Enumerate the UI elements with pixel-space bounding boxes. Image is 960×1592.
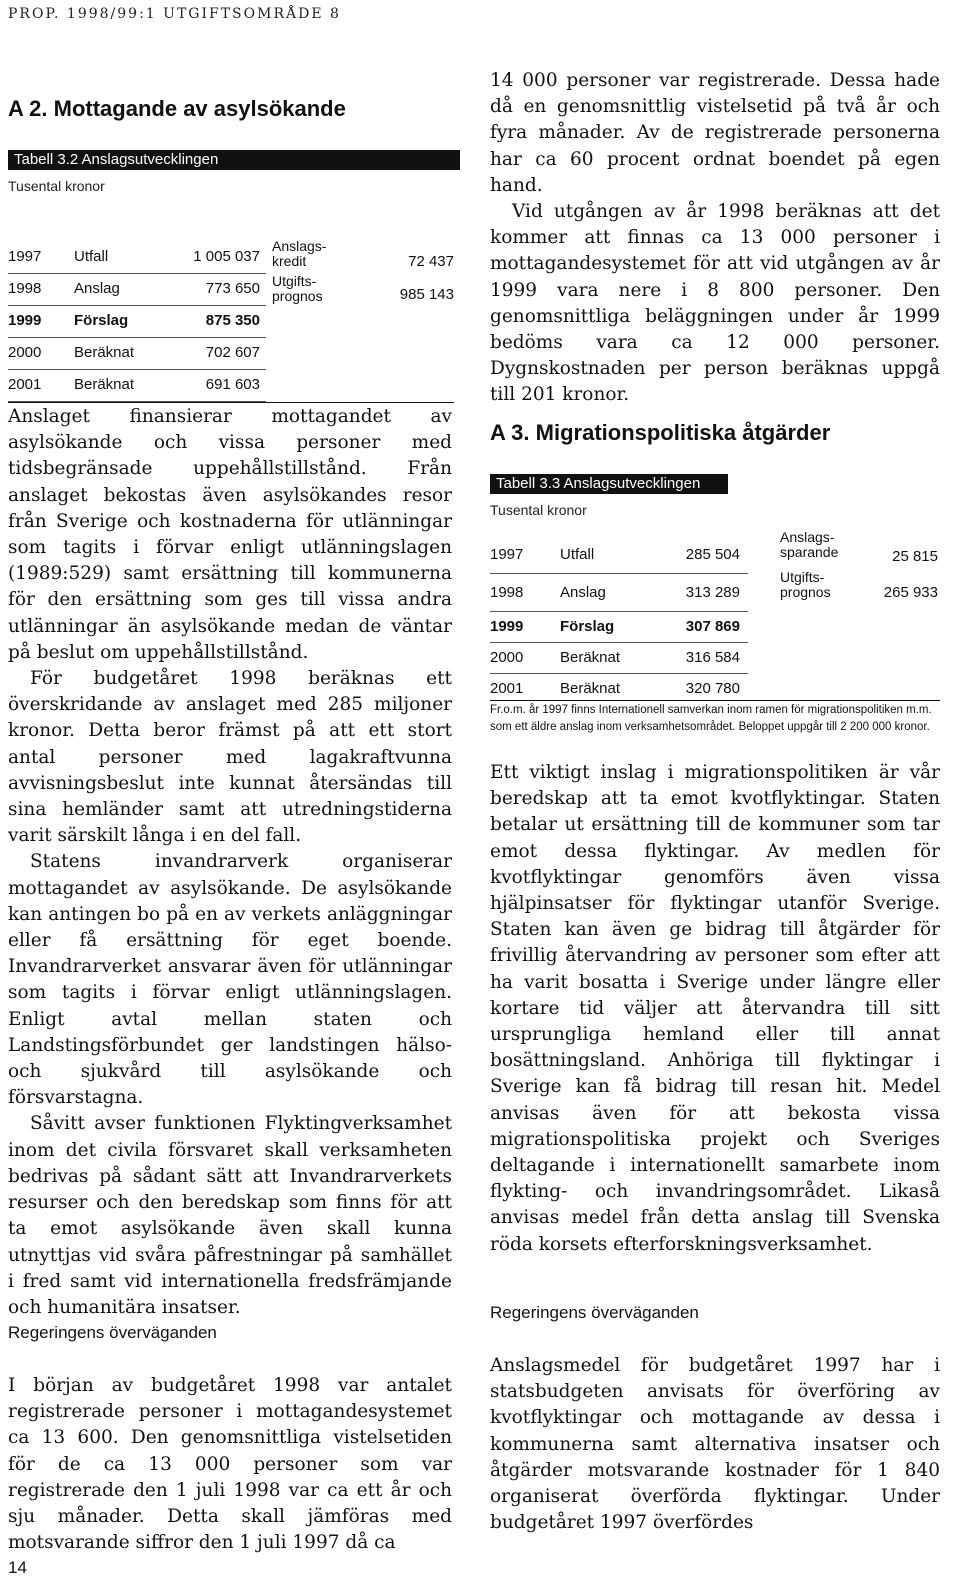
row-year: 1997	[490, 546, 524, 563]
table-caption-3-3: Tabell 3.3 Anslagsutvecklingen	[490, 474, 728, 494]
table-row	[490, 574, 748, 612]
row-label: Förslag	[74, 312, 129, 329]
paragraph: Ett viktigt inslag i migrationspolitiken är vår beredskap att ta emot kvotflyktingar. Staten betalar ut ersättning till de kommuner som tar emot dessa flyktingar. Av medlen för kvotflyktingar genomförs även vissa hjälpinsatser för flyktingar utanför Sverige. Staten kan även ge bidrag till åtgärder för frivillig återvandring av personer som efter att ha varit bosatta i Sverige under längre eller kortare tid väljer att återvandra till sitt ursprungliga hemland eller till annat bosättningsland. Anhöriga till flyktingar i Sverige kan få bidrag till resan hit. Medel anvisas även för att bekosta vissa migrationspolitiska projekt och Sveriges deltagande i internationellt samarbete inom flykting- och invandringsområdet. Likaså anvisas medel från detta anslag till Svenska röda korsets efterforskningsverksamhet.	[490, 762, 940, 1255]
side-label	[272, 239, 326, 269]
paragraph: Anslagsmedel för budgetåret 1997 har i statsbudgeten anvisats för överföring av kvotflyktingar och mottagande av dessa i kommunerna samt alternativa insatser och åtgärder motsvarande kostnader för 1 840 organiserat överförda flyktingar. Under budgetåret 1997 överfördes	[490, 1355, 940, 1534]
table-row	[490, 536, 748, 574]
row-value: 1 005 037	[193, 248, 260, 265]
section-title-a2: A 2. Mottagande av asylsökande	[8, 96, 346, 121]
row-year: 2000	[8, 344, 42, 361]
right-main-body	[490, 760, 940, 1258]
table-row	[8, 274, 266, 306]
row-label: Anslag	[74, 280, 120, 297]
left-body	[8, 404, 452, 1321]
table-3-3-side	[780, 530, 940, 610]
paragraph: Vid utgången av år 1998 beräknas att det kommer att finnas ca 13 000 personer i mottagandesystemet för att vid utgången av år 1999 vara nere i 8 800 personer. Den genomsnittliga beläggningen under år 1999 bedöms vara ca 12 000 personer. Dygnskostnaden per person beräknas uppgå till 201 kronor.	[490, 201, 940, 406]
sub-heading-right: Regeringens överväganden	[490, 1303, 699, 1322]
left-bottom-body	[8, 1373, 452, 1556]
row-value: 773 650	[205, 280, 260, 297]
row-year: 2001	[8, 376, 42, 393]
side-label	[780, 530, 838, 560]
row-label: Utfall	[560, 546, 595, 563]
paragraph: För budgetåret 1998 beräknas ett överskridande av anslaget med 285 miljoner kronor. Detta beror främst på att ett stort antal personer med lagakraftvunna avvisningsbeslut inte kunnat återsändas till sina hemländer samt att utredningstiderna varit särskilt långa i en del fall.	[8, 668, 452, 847]
row-year: 2001	[490, 680, 524, 697]
table-row	[8, 370, 266, 402]
paragraph: Anslaget finansierar mottagandet av asylsökande och vissa personer med tidsbegränsade uppehållstillstånd. Från anslaget bekostas även asylsökandes resor från Sverige och kostnaderna för utlänningar som tagits i förvar enligt utlänningslagen (1989:529) samt ersättning till kommunerna för den ersättning som ges till vissa andra utlänningar än asylsökande medan de väntar på beslut om uppehållstillstånd.	[8, 406, 452, 663]
paragraph: 14 000 personer var registrerade. Dessa hade då en genomsnittlig vistelsetid på två år och fyra månader. Av de registrerade personerna har ca 60 procent ordnat boendet på egen hand.	[490, 70, 940, 196]
row-value: 285 504	[685, 546, 740, 563]
row-year: 1999	[8, 312, 42, 329]
side-label-line: Utgifts-	[272, 273, 317, 289]
paragraph: Såvitt avser funktionen Flyktingverksamhet inom det civila försvaret skall verksamheten bedrivas på sådant sätt att Invandrarverkets resurser och den beredskap som finns för att ta emot asylsökande även skall kunna utnyttjas vid svåra påfrestningar på samhället i fred samt vid internationella fredsfrämjande och humanitära insatser.	[8, 1113, 452, 1318]
table-3-2-side	[272, 239, 454, 309]
row-year: 1997	[8, 248, 42, 265]
row-label: Utfall	[74, 248, 109, 265]
page-header: PROP. 1998/99:1 UTGIFTSOMRÅDE 8	[8, 6, 341, 22]
side-label-line: kredit	[272, 253, 307, 269]
row-label: Förslag	[560, 618, 615, 635]
right-bottom-body	[490, 1353, 940, 1536]
side-label-line: sparande	[780, 544, 839, 560]
side-value: 985 143	[399, 286, 454, 303]
sub-heading-left: Regeringens överväganden	[8, 1323, 217, 1342]
row-value: 320 780	[685, 680, 740, 697]
table-3-3	[490, 536, 748, 705]
row-value: 702 607	[205, 344, 260, 361]
table-row	[8, 338, 266, 370]
table-footnote: Fr.o.m. år 1997 finns Internationell samverkan inom ramen för migrationspolitiken m.m. som ett äldre anslag inom verksamhetsområdet. Beloppet uppgår till 2 200 000 kronor.	[490, 704, 932, 733]
table-unit-3-3: Tusental kronor	[490, 502, 587, 518]
right-top-body	[490, 68, 940, 409]
table-row	[490, 643, 748, 674]
row-label: Beräknat	[560, 649, 621, 666]
side-label	[780, 570, 831, 600]
table-row	[490, 612, 748, 643]
side-label-line: Anslags-	[780, 529, 835, 545]
table-row	[8, 306, 266, 338]
side-label-line: prognos	[272, 288, 323, 304]
side-label-line: Anslags-	[272, 238, 327, 254]
side-label	[272, 274, 323, 304]
table-3-2	[8, 242, 266, 402]
row-value: 313 289	[685, 584, 740, 601]
row-year: 1999	[490, 618, 524, 635]
side-value: 25 815	[892, 548, 938, 565]
side-label-line: prognos	[780, 584, 831, 600]
table-row	[8, 242, 266, 274]
row-label: Anslag	[560, 584, 606, 601]
row-label: Beräknat	[74, 376, 135, 393]
table-unit-3-2: Tusental kronor	[8, 178, 105, 194]
row-value: 875 350	[205, 312, 260, 329]
side-value: 72 437	[408, 253, 454, 270]
row-value: 307 869	[685, 618, 740, 635]
row-year: 1998	[490, 584, 524, 601]
paragraph: I början av budgetåret 1998 var antalet registrerade personer i mottagandesystemet ca 13 600. Den genomsnittliga vistelsetiden för de ca 13 000 personer som var registrerade den 1 juli 1998 var ca ett år och sju månader. Detta skall jämföras med motsvarande siffror den 1 juli 1997 då ca	[8, 1375, 452, 1554]
paragraph: Statens invandrarverk organiserar mottagandet av asylsökande. De asylsökande kan antingen bo på en av verkets anläggningar eller få ersättning för eget boende. Invandrarverket ansvarar även för utlänningar som tagits i förvar enligt utlänningslagen. Enligt avtal mellan staten och Landstingsförbundet ger landstingen hälso- och sjukvård till asylsökande och försvarstagna.	[8, 851, 452, 1109]
row-label: Beräknat	[560, 680, 621, 697]
row-year: 1998	[8, 280, 42, 297]
side-label-line: Utgifts-	[780, 569, 825, 585]
table-bottom-rule	[8, 402, 454, 403]
row-label: Beräknat	[74, 344, 135, 361]
row-year: 2000	[490, 649, 524, 666]
row-value: 316 584	[685, 649, 740, 666]
side-value: 265 933	[883, 584, 938, 601]
table-bottom-rule	[490, 700, 940, 701]
section-title-a3: A 3. Migrationspolitiska åtgärder	[490, 420, 831, 445]
page-number: 14	[8, 1558, 27, 1577]
row-value: 691 603	[205, 376, 260, 393]
table-caption-3-2: Tabell 3.2 Anslagsutvecklingen	[8, 150, 460, 170]
